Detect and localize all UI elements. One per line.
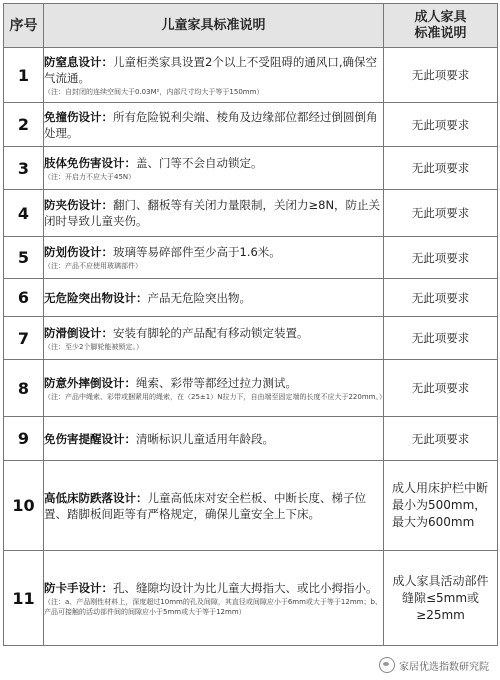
adult-standard: 无此项要求 (384, 237, 498, 279)
table-row (4, 103, 498, 147)
standard-note: （注：开启力不应大于45N） (44, 172, 136, 181)
watermark (376, 656, 492, 674)
child-standard (44, 417, 384, 461)
standard-note: （注：产品不应使用玻璃部件） (44, 262, 142, 270)
table-row (4, 48, 498, 103)
child-standard (44, 551, 384, 646)
adult-standard: 无此项要求 (384, 147, 498, 190)
header-row (4, 4, 498, 48)
standard-label: 免伤害提醒设计： (44, 431, 136, 446)
standard-note: （注：a、产品刚性材料上，深度超过10mm的孔及间隙，其直径或间隙应小于6mm或大于等于12mm；b、产品可接触的活动部件间的间隙应小于5mm或大于等于12mm） (44, 597, 382, 616)
header-adult-line2: 标准说明 (414, 25, 467, 41)
row-number: 5 (4, 237, 44, 279)
table-row (4, 360, 498, 417)
child-standard (44, 461, 384, 551)
header-adult (384, 4, 498, 48)
row-number: 8 (4, 360, 44, 417)
watermark-text: 家居优选指数研究院 (399, 661, 489, 673)
header-child: 儿童家具标准说明 (44, 4, 384, 48)
standard-label: 防意外摔倒设计： (44, 375, 136, 390)
standard-label: 防滑倒设计： (44, 325, 113, 340)
standard-label: 防窒息设计： (44, 54, 113, 69)
adult-standard: 无此项要求 (384, 417, 498, 461)
standard-desc: 翻门、翻板等有关闭力量限制，关闭力≥8N，防止关闭时导致儿童夹伤。 (44, 198, 381, 228)
table-row (4, 461, 498, 551)
table-row (4, 279, 498, 317)
adult-standard: 无此项要求 (384, 190, 498, 237)
standard-desc: 孔、缝隙均设计为比儿童大拇指大、或比小拇指小。 (113, 580, 378, 595)
header-no: 序号 (4, 4, 44, 48)
standard-label: 防夹伤设计： (44, 198, 113, 212)
header-adult-line1: 成人家具 (414, 9, 467, 25)
table-row (4, 190, 498, 237)
child-standard (44, 190, 384, 237)
standard-desc: 儿童柜类家具设置2个以上不受阻碍的通风口,确保空气流通。 (44, 54, 377, 85)
row-number: 10 (4, 461, 44, 551)
child-standard (44, 360, 384, 417)
standard-desc: 清晰标识儿童适用年龄段。 (136, 431, 274, 446)
wechat-logo-icon (379, 657, 395, 673)
child-standard (44, 237, 384, 279)
standard-desc: 产品无危险突出物。 (147, 290, 251, 305)
row-number: 3 (4, 147, 44, 190)
standard-label: 无危险突出物设计： (44, 290, 148, 305)
adult-standard: 无此项要求 (384, 48, 498, 103)
standards-table (3, 3, 498, 646)
standard-note: （注：自封闭的连续空间大于0.03M²，内部尺寸均大于等于150mm） (44, 87, 264, 96)
table-row (4, 147, 498, 190)
standard-label: 肢体免伤害设计： (44, 155, 136, 170)
row-number: 4 (4, 190, 44, 237)
standard-label: 防划伤设计： (44, 245, 113, 259)
adult-standard: 无此项要求 (384, 103, 498, 147)
row-number: 9 (4, 417, 44, 461)
standard-desc: 绳索、彩带等都经过拉力测试。 (136, 375, 297, 390)
child-standard (44, 279, 384, 317)
adult-standard: 无此项要求 (384, 360, 498, 417)
standard-desc: 玻璃等易碎部件至少高于1.6米。 (113, 245, 281, 259)
table-row (4, 551, 498, 646)
standard-desc: 儿童高低床对安全栏板、中断长度、梯子位置、踏脚板间距等有严格规定，确保儿童安全上下床。 (44, 490, 366, 521)
standard-desc: 安装有脚轮的产品配有移动锁定装置。 (113, 325, 309, 340)
adult-standard: 无此项要求 (384, 317, 498, 360)
child-standard (44, 48, 384, 103)
row-number: 11 (4, 551, 44, 646)
standard-note: （注：产品中绳索、彩带或捆紧用的绳索，在（25±1）N拉力下，自由端至固定端的长度不应大于220mm。） (44, 392, 386, 401)
standard-note: （注：至少2个脚轮能被锁定。） (44, 342, 143, 351)
table-row (4, 317, 498, 360)
child-standard (44, 103, 384, 147)
table-row (4, 417, 498, 461)
standard-desc: 所有危险锐利尖端、棱角及边缘部位都经过倒圆倒角处理。 (44, 109, 378, 140)
adult-standard: 成人家具活动部件缝隙≤5mm或≥25mm (384, 551, 498, 646)
standard-label: 高低床防跌落设计： (44, 490, 148, 505)
standard-label: 防卡手设计： (44, 580, 113, 595)
table-row (4, 237, 498, 279)
child-standard (44, 147, 384, 190)
row-number: 6 (4, 279, 44, 317)
adult-standard: 成人用床护栏中断最小为500mm，最大为600mm (384, 461, 498, 551)
child-standard (44, 317, 384, 360)
row-number: 2 (4, 103, 44, 147)
row-number: 1 (4, 48, 44, 103)
adult-standard: 无此项要求 (384, 279, 498, 317)
row-number: 7 (4, 317, 44, 360)
standard-desc: 盖、门等不会自动锁定。 (136, 155, 263, 170)
standard-label: 免撞伤设计： (44, 109, 113, 124)
